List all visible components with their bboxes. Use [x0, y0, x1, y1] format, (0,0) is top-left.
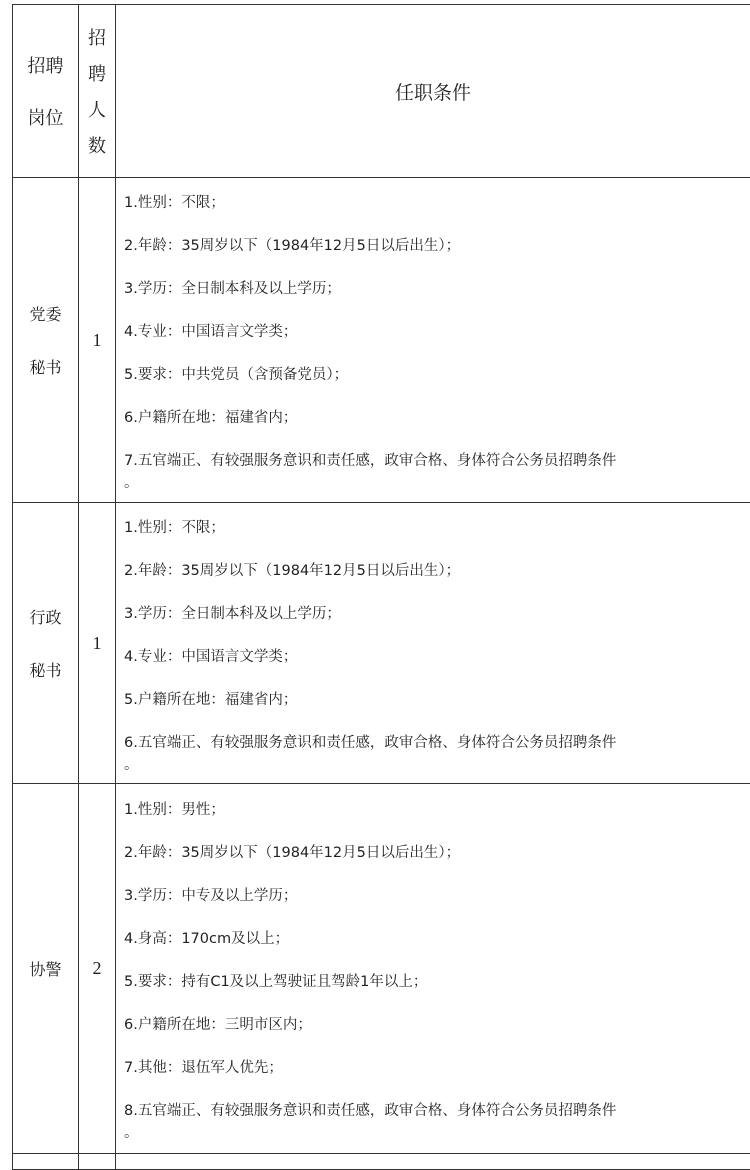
position-cell [13, 784, 79, 1154]
condition-item: 2.年龄：35周岁以下（1984年12月5日以后出生）； [124, 843, 750, 863]
position-cell [13, 503, 79, 784]
condition-item: 2.年龄：35周岁以下（1984年12月5日以后出生）； [124, 561, 750, 581]
conditions-cell [116, 784, 750, 1154]
header-count-char: 数 [88, 132, 106, 158]
table-row [13, 784, 750, 1154]
position-name: 秘书 [29, 355, 61, 378]
header-position-line: 招聘 [28, 52, 64, 78]
condition-item: 1.性别：不限； [124, 518, 750, 538]
position-name: 秘书 [29, 658, 61, 681]
condition-item: 7.其他：退伍军人优先； [124, 1058, 750, 1078]
condition-item: 3.学历：全日制本科及以上学历； [124, 279, 750, 299]
table-row [13, 503, 750, 784]
table-row-partial [13, 1154, 750, 1170]
count-cell-empty [79, 1154, 116, 1170]
header-position-line: 岗位 [28, 104, 64, 130]
header-row [13, 5, 750, 178]
header-count [79, 5, 116, 178]
condition-item: 3.学历：中专及以上学历； [124, 886, 750, 906]
header-position [13, 5, 79, 178]
count-cell: 1 [79, 503, 116, 784]
recruitment-table [12, 4, 750, 1170]
condition-item: 6.户籍所在地：三明市区内； [124, 1015, 750, 1035]
condition-tail: 。 [124, 471, 750, 493]
position-cell [13, 178, 79, 503]
condition-tail: 。 [124, 1121, 750, 1143]
count-cell: 2 [79, 784, 116, 1154]
position-name: 行政 [29, 605, 61, 628]
header-conditions [116, 5, 750, 178]
condition-item: 6.户籍所在地：福建省内； [124, 408, 750, 428]
condition-item: 8.五官端正、有较强服务意识和责任感，政审合格、身体符合公务员招聘条件 [124, 1101, 750, 1121]
condition-item: 5.要求：中共党员（含预备党员）； [124, 365, 750, 385]
header-count-char: 招 [88, 24, 106, 50]
header-count-char: 人 [88, 96, 106, 122]
position-name: 党委 [29, 302, 61, 325]
position-name: 协警 [29, 957, 61, 980]
condition-item: 3.学历：全日制本科及以上学历； [124, 604, 750, 624]
conditions-cell-empty [116, 1154, 750, 1170]
header-conditions-label: 任职条件 [395, 82, 471, 104]
condition-item: 1.性别：不限； [124, 193, 750, 213]
condition-item: 6.五官端正、有较强服务意识和责任感，政审合格、身体符合公务员招聘条件 [124, 733, 750, 753]
condition-tail: 。 [124, 753, 750, 775]
condition-item: 4.专业：中国语言文学类； [124, 647, 750, 667]
header-count-char: 聘 [88, 60, 106, 86]
condition-item: 4.身高：170cm及以上； [124, 929, 750, 949]
condition-item: 1.性别：男性； [124, 800, 750, 820]
count-cell: 1 [79, 178, 116, 503]
position-cell-empty [13, 1154, 79, 1170]
conditions-cell [116, 178, 750, 503]
conditions-cell [116, 503, 750, 784]
condition-item: 5.户籍所在地：福建省内； [124, 690, 750, 710]
condition-item: 4.专业：中国语言文学类； [124, 322, 750, 342]
condition-item: 2.年龄：35周岁以下（1984年12月5日以后出生）； [124, 236, 750, 256]
table-row [13, 178, 750, 503]
condition-item: 5.要求：持有C1及以上驾驶证且驾龄1年以上； [124, 972, 750, 992]
condition-item: 7.五官端正、有较强服务意识和责任感，政审合格、身体符合公务员招聘条件 [124, 451, 750, 471]
